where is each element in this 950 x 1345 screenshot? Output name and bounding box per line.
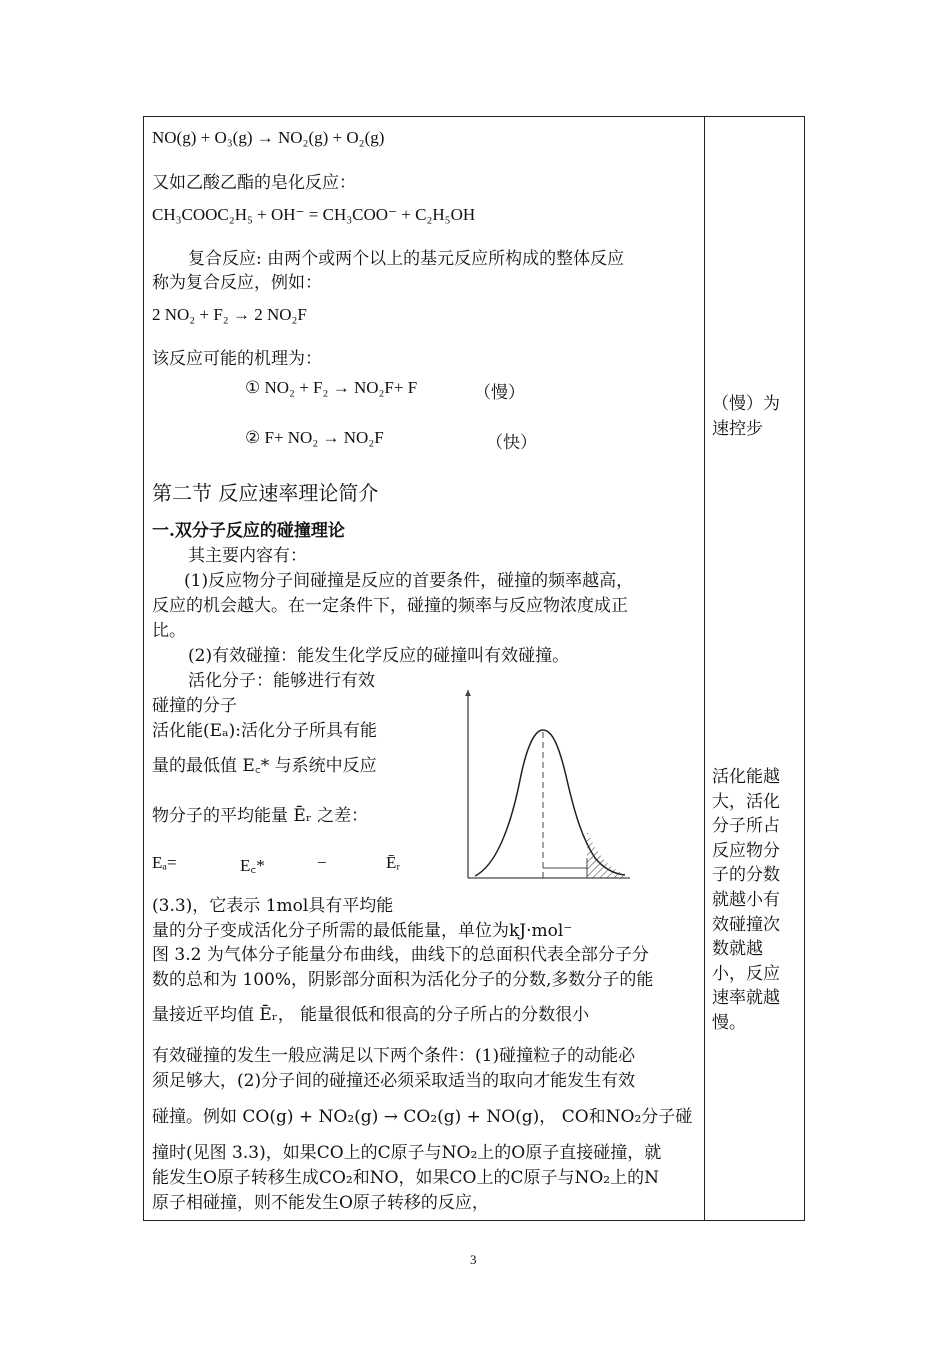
side-note-2-line: 子的分数 xyxy=(712,865,780,886)
side-note-2-line: 活化能越 xyxy=(712,767,780,787)
side-note-2-line: 就越小有 xyxy=(712,889,780,910)
activated-molecule-def: 活化分子：能够进行有效 xyxy=(188,671,375,691)
y-axis-arrow xyxy=(465,690,471,696)
side-note-1-line-2: 速控步 xyxy=(712,418,763,439)
mechanism-step-1-rate: （慢） xyxy=(474,383,525,403)
saponification-intro: 又如乙酸乙酯的皂化反应： xyxy=(152,173,356,193)
equation-saponification: CH₃COOC₂H₅ + OH⁻ = CH₃COO⁻ + C₂H₅OH xyxy=(152,205,476,224)
side-note-2-line: 分子所占 xyxy=(712,816,780,837)
ea-note-line-1: (3.3)，它表示 1mol具有平均能 xyxy=(152,896,394,916)
figure-text-line-1: 图 3.2 为气体分子能量分布曲线，曲线下的总面积代表全部分子分 xyxy=(152,945,649,965)
equation-no2-f2: 2 NO₂ + F₂ → 2 NO₂F xyxy=(152,305,307,324)
complex-reaction-definition: 复合反应: 由两个或两个以上的基元反应所构成的整体反应 xyxy=(188,249,625,269)
side-note-2-line: 速率就越 xyxy=(712,988,780,1009)
ea-formula-minus: − xyxy=(317,853,327,872)
side-note-2-line: 慢。 xyxy=(712,1012,746,1033)
activation-energy-def-cont: 量的最低值 E꜀* 与系统中反应 xyxy=(152,756,377,776)
content-intro: 其主要内容有： xyxy=(188,546,307,566)
complex-reaction-definition-cont: 称为复合反应，例如： xyxy=(152,273,322,293)
point-2: (2)有效碰撞：能发生化学反应的碰撞叫有效碰撞。 xyxy=(188,646,570,666)
point-1-line-1: (1)反应物分子间碰撞是反应的首要条件，碰撞的频率越高， xyxy=(184,571,634,591)
activation-energy-def-cont2: 物分子的平均能量 Ēᵣ 之差： xyxy=(152,806,369,826)
point-1-line-2: 反应的机会越大。在一定条件下，碰撞的频率与反应物浓度成正 xyxy=(152,596,628,616)
equation-no-o3: NO(g) + O₃(g) → NO₂(g) + O₂(g) xyxy=(152,128,385,147)
effective-collision-line-6: 原子相碰撞，则不能发生O原子转移的反应， xyxy=(152,1193,489,1213)
ea-formula-er: Ēᵣ xyxy=(386,853,401,872)
column-divider xyxy=(704,116,705,1221)
activated-molecule-def-cont: 碰撞的分子 xyxy=(152,696,237,716)
effective-collision-line-4: 撞时(见图 3.3)，如果CO上的C原子与NO₂上的O原子直接碰撞，就 xyxy=(152,1143,662,1163)
side-note-rate-step xyxy=(712,392,798,441)
mechanism-step-2-rate: （快） xyxy=(486,433,537,453)
activation-energy-def: 活化能(Eₐ):活化分子所具有能 xyxy=(152,721,377,741)
mechanism-step-2: ② F+ NO₂ → NO₂F xyxy=(245,428,384,447)
side-note-1-line-1: （慢）为 xyxy=(712,394,780,414)
side-note-activation-energy xyxy=(712,765,798,1036)
figure-text-line-3: 量接近平均值 Ēᵣ， 能量很低和很高的分子所占的分数很小 xyxy=(152,1005,590,1025)
effective-collision-line-1: 有效碰撞的发生一般应满足以下两个条件：(1)碰撞粒子的动能必 xyxy=(152,1046,636,1066)
page-number: 3 xyxy=(470,1252,477,1267)
subsection-title: 一.双分子反应的碰撞理论 xyxy=(152,521,345,541)
ea-note-line-2: 量的分子变成活化分子所需的最低能量，单位为kJ·mol⁻ xyxy=(152,921,573,941)
effective-collision-line-2: 须足够大，(2)分子间的碰撞还必须采取适当的取向才能发生有效 xyxy=(152,1071,636,1091)
side-note-2-line: 反应物分 xyxy=(712,840,780,861)
ea-formula-lhs: Eₐ= xyxy=(152,853,177,872)
mechanism-intro: 该反应可能的机理为： xyxy=(152,349,322,369)
side-note-2-line: 小，反应 xyxy=(712,963,780,984)
side-note-2-line: 大，活化 xyxy=(712,791,780,812)
effective-collision-line-5: 能发生O原子转移生成CO₂和NO，如果CO上的C原子与NO₂上的N xyxy=(152,1168,659,1188)
section-title: 第二节 反应速率理论简介 xyxy=(152,481,379,505)
distribution-curve xyxy=(475,730,625,876)
side-note-2-line: 效碰撞次 xyxy=(712,914,780,935)
ea-formula-ec: E꜀* xyxy=(240,856,265,875)
side-note-2-line: 数就越 xyxy=(712,939,763,960)
figure-text-line-2: 数的总和为 100%，阴影部分面积为活化分子的分数,多数分子的能 xyxy=(152,970,654,990)
point-1-line-3: 比。 xyxy=(152,621,186,641)
effective-collision-line-3: 碰撞。例如 CO(g) + NO₂(g) → CO₂(g) + NO(g)， CO和NO₂分子碰 xyxy=(152,1107,693,1127)
energy-distribution-figure xyxy=(455,690,635,895)
mechanism-step-1: ① NO₂ + F₂ → NO₂F+ F xyxy=(245,378,418,397)
